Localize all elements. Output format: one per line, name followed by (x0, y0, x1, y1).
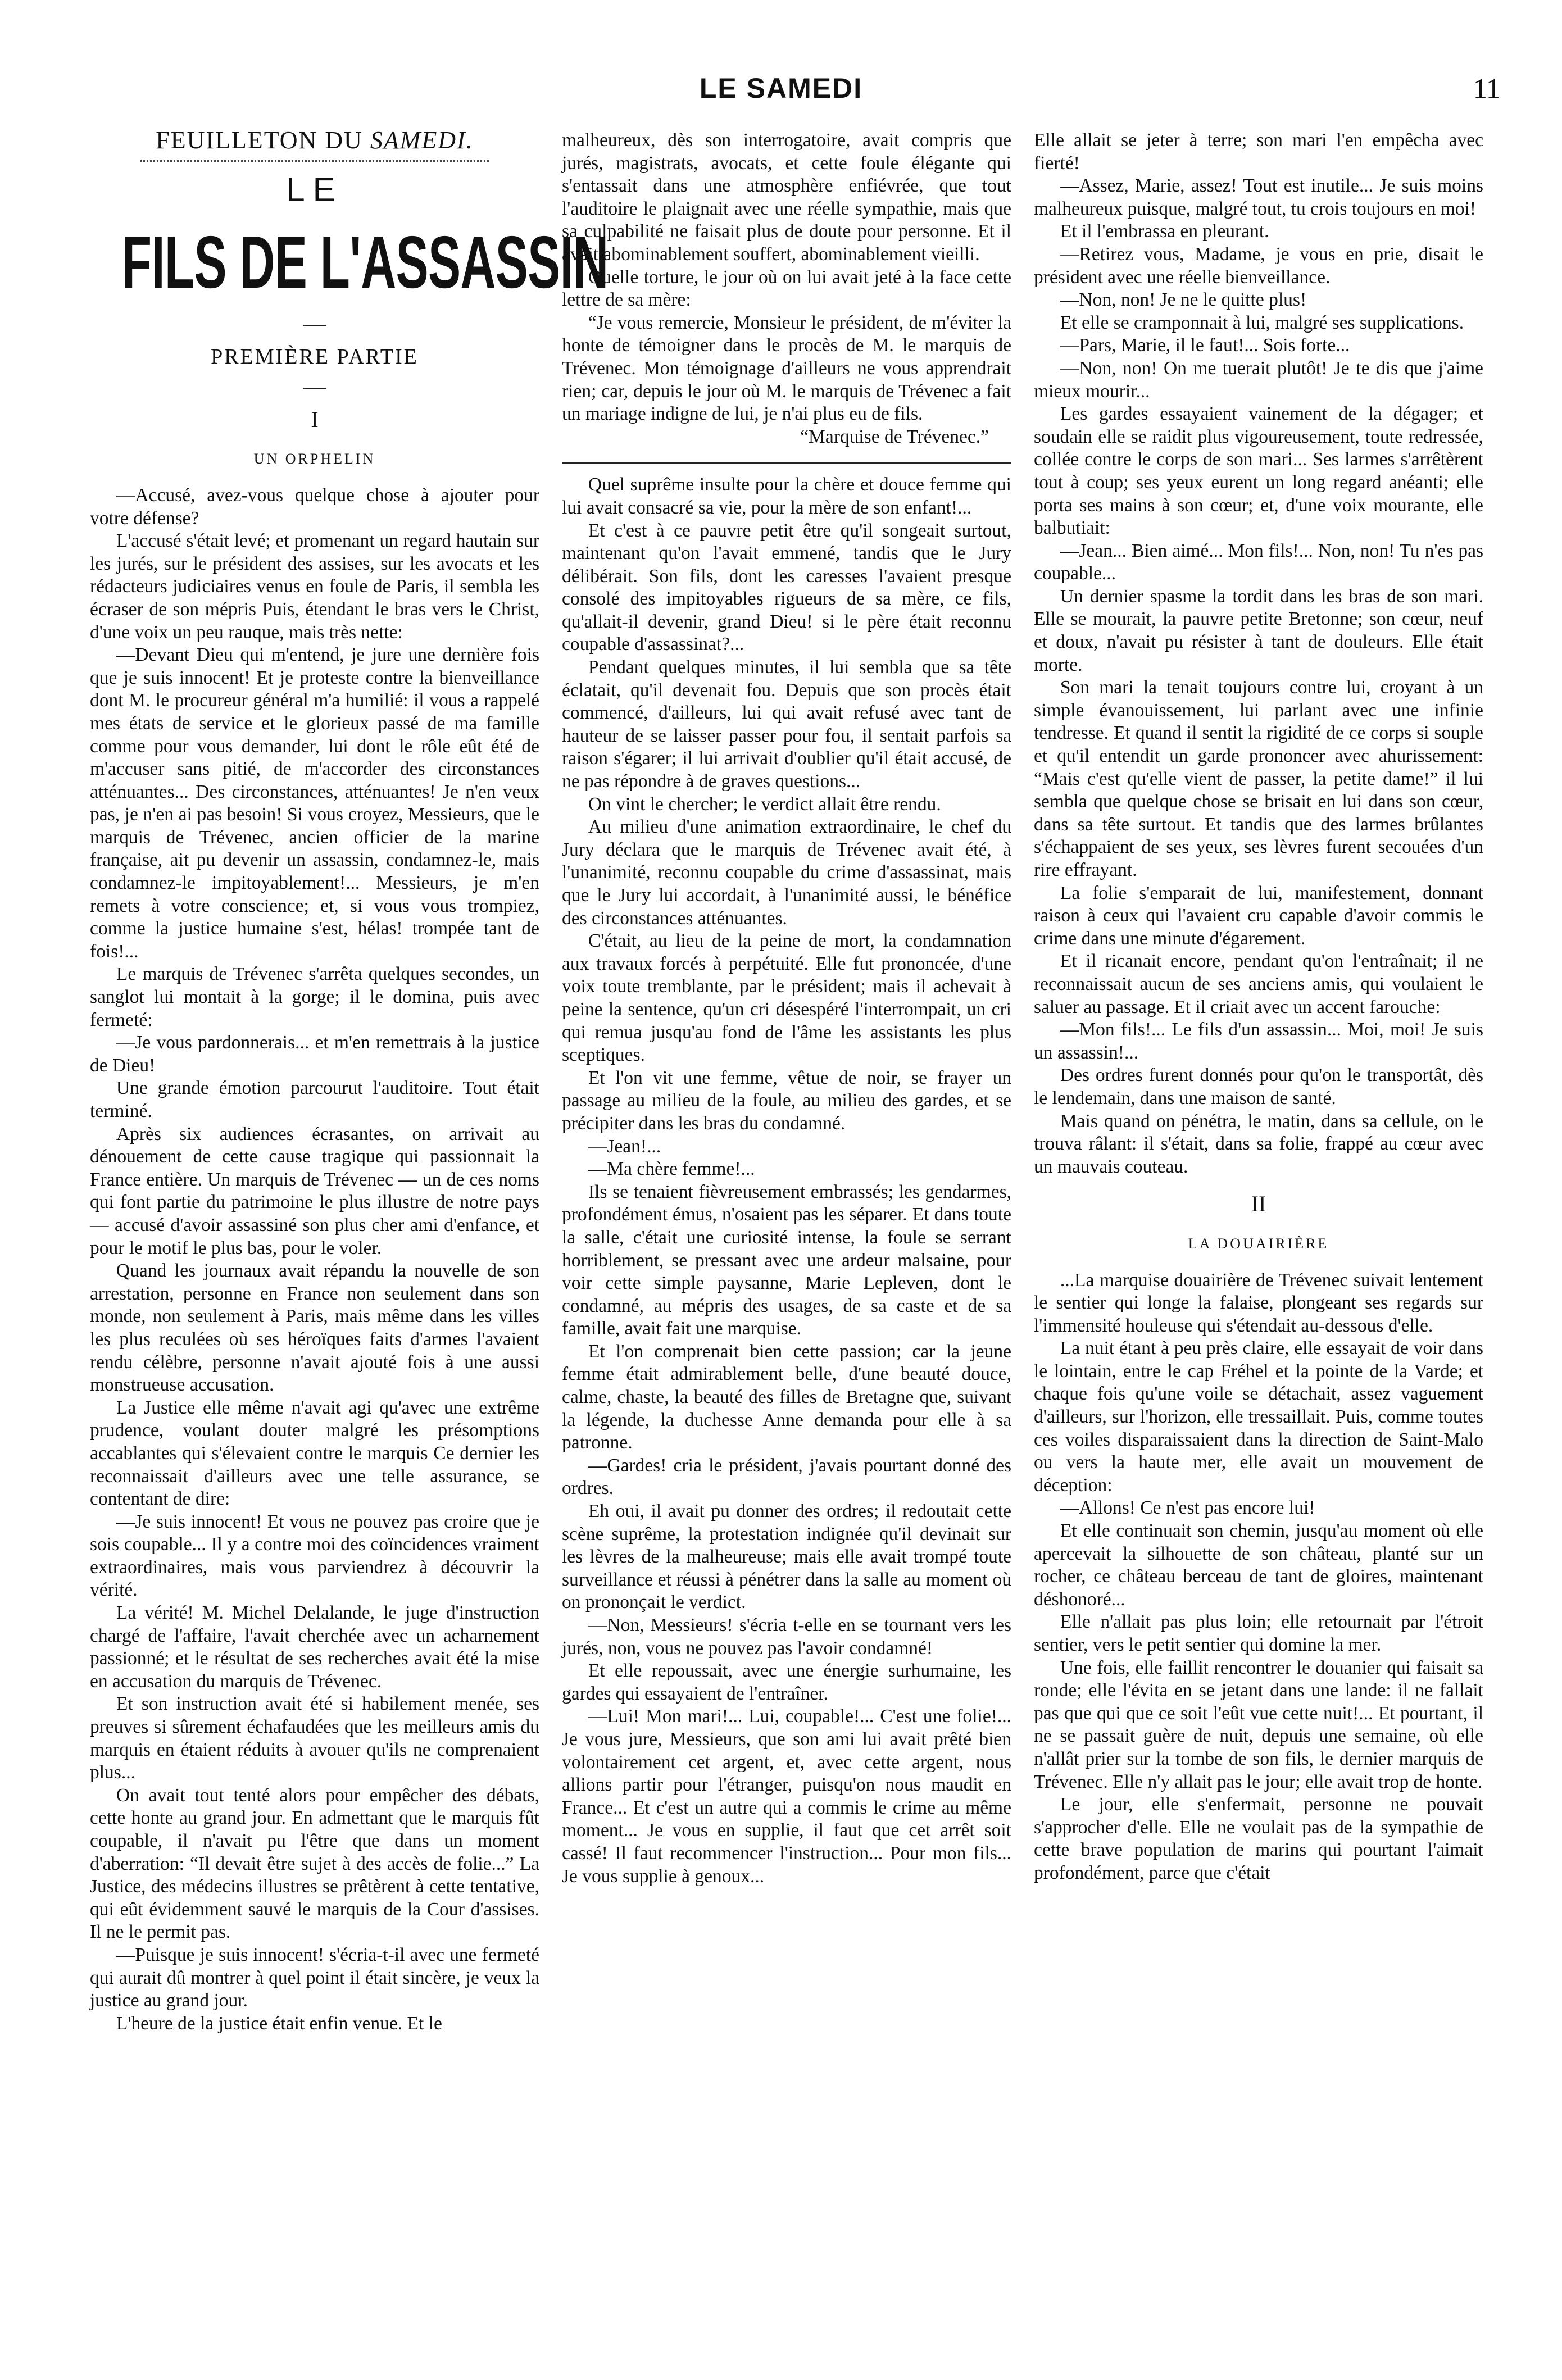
paragraph: —Jean!... (588, 1136, 661, 1157)
paragraph: Des ordres furent donnés pour qu'on le transportât, dès le lendemain, dans une maison de santé. (1034, 1065, 1483, 1109)
feuilleton-label-prefix: FEUILLETON DU (156, 126, 370, 154)
paragraph: Et il l'embrassa en pleurant. (1060, 221, 1269, 242)
paragraph: Une fois, elle faillit rencontrer le douanier qui faisait sa ronde; elle l'évita en se jetant dans une lande: il ne fallait pas que qui que ce soit l'eût vue cette nuit!... Et pourtant, il ne se passait guère de nuit, depuis une semaine, où elle n'allât prier sur la tombe de son fils, le dernier marquis de Trévenec. Elle n'y allait pas le jour; elle avait trop de honte. (1034, 1657, 1483, 1792)
paragraph: —Allons! Ce n'est pas encore lui! (1060, 1497, 1315, 1519)
paragraph: Et il ricanait encore, pendant qu'on l'entraînait; il ne reconnaissait aucun de ses anciens amis, qui voulaient le saluer au passage. Et il criait avec un accent farouche: (1034, 951, 1483, 1018)
chapter-title: UN ORPHELIN (253, 451, 376, 467)
letter-signature: “Marquise de Trévenec.” (800, 426, 989, 447)
paragraph: —Devant Dieu qui m'entend, je jure une dernière fois que je suis innocent! Et je proteste contre la bienveillance dont M. le procureur général m'a humilié: il vous a rappelé mes états de service et le glorieux passé de ma famille comme pour vous demander, lui dont le rôle eût été de m'accuser sans pitié, de m'accorder des circonstances atténuantes... Des circonstances, atténuantes! Je n'en veux pas, je n'en ai pas besoin! Si vous croyez, Messieurs, que le marquis de Trévenec, ancien officier de la marine française, ait pu devenir un assassin, condamnez-le, mais condamnez-le impitoyablement!... Messieurs, je m'en remets à votre conscience; et, si vous vous trompiez, comme la justice humaine s'est, hélas! trompée tant de fois!... (90, 644, 539, 962)
paragraph: —Retirez vous, Madame, je vous en prie, disait le président avec une réelle bienveillance. (1034, 243, 1483, 288)
page-header (0, 72, 1562, 117)
paragraph: Quand les journaux avait répandu la nouvelle de son arrestation, personne en France non seulement dans son monde, non seulement à Paris, mais même dans les villes les plus reculées où ses héroïques faits d'armes l'avaient rendu célèbre, personne n'avait ajouté fois à une aussi monstrueuse accusation. (90, 1260, 539, 1396)
chapter-title: LA DOUAIRIÈRE (1188, 1235, 1329, 1252)
paragraph: Pendant quelques minutes, il lui sembla que sa tête éclatait, qu'il devenait fou. Depuis que son procès était commencé, d'ailleurs, lui qui avait refusé avec tant de hauteur de se laisser passer pour fou, il sentait parfois sa raison s'égarer; il lui arrivait d'oublier qu'il était accusé, de ne pas répondre à de graves questions... (562, 657, 1011, 792)
paragraph: —Assez, Marie, assez! Tout est inutile... Je suis moins malheureux puisque, malgré tout, tu crois toujours en moi! (1034, 175, 1483, 219)
part-heading: PREMIÈRE PARTIE (211, 345, 419, 369)
paragraph: Et elle continuait son chemin, jusqu'au moment où elle apercevait la silhouette de son château, planté sur un rocher, ce château berceau de tant de gloires, maintenant déshonoré... (1034, 1520, 1483, 1610)
dotted-rule (140, 160, 489, 162)
chapter-number: I (311, 406, 319, 432)
paragraph: La Justice elle même n'avait agi qu'avec une extrême prudence, voulant douter malgré les présomptions accablantes qui s'élevaient contre le marquis Ce dernier les reconnaissait d'ailleurs avec une telle assurance, se contentant de dire: (90, 1397, 539, 1510)
paragraph: La vérité! M. Michel Delalande, le juge d'instruction chargé de l'affaire, l'avait cherchée avec un acharnement passionné; et le résultat de ses recherches avait été la mise en accusation du marquis de Trévenec. (90, 1602, 539, 1692)
paragraph: Elle allait se jeter à terre; son mari l'en empêcha avec fierté! (1034, 130, 1483, 174)
paragraph: Après six audiences écrasantes, on arrivait au dénouement de cette cause tragique qui passionnait la France entière. Un marquis de Trévenec — un de ces noms qui font partie du patrimoine le plus illustre de notre pays — accusé d'avoir assassiné son plus cher ami d'enfance, et pour le motif le plus bas, pour le voler. (90, 1123, 539, 1259)
masthead: LE SAMEDI (699, 72, 863, 104)
column-3 (1034, 129, 1483, 2354)
paragraph: Eh oui, il avait pu donner des ordres; il redoutait cette scène suprême, la protestation indignée qu'il devinait sur les lèvres de la malheureuse; mais elle avait trompé toute surveillance et réussi à pénétrer dans la salle au moment où on prononçait le verdict. (562, 1501, 1011, 1613)
feuilleton-label (90, 126, 539, 154)
title-divider (303, 325, 326, 326)
paragraph: Son mari la tenait toujours contre lui, croyant à un simple évanouissement, lui parlant avec une infinie tendresse. Et quand il sentit la rigidité de ce corps si souple et qu'il entendit un garde prononcer avec ahurissement: “Mais c'est qu'elle vient de passer, la petite dame!” il lui sembla que quelque chose se brisait en lui dans son cœur, dans sa tête surtout. Et tandis que des larmes brûlantes s'échappaient de ses yeux, ses lèvres furent secouées d'un rire effrayant. (1034, 677, 1483, 880)
paragraph: —Non, non! Je ne le quitte plus! (1060, 289, 1307, 311)
column-2 (562, 129, 1011, 2354)
paragraph: Et elle repoussait, avec une énergie surhumaine, les gardes qui essayaient de l'entraîner. (562, 1660, 1011, 1704)
paragraph: Et l'on comprenait bien cette passion; car la jeune femme était admirablement belle, d'une beauté douce, calme, chaste, la beauté des filles de Bretagne que, suivant la légende, la duchesse Anne demanda pour elle à sa patronne. (562, 1341, 1011, 1454)
paragraph: Au milieu d'une animation extraordinaire, le chef du Jury déclara que le marquis de Trévenec avait été, à l'unanimité, reconnu coupable du crime d'assassinat, mais que le Jury lui accordait, à l'unanimité aussi, le bénéfice des circonstances atténuantes. (562, 816, 1011, 929)
paragraph: —Non, non! On me tuerait plutôt! Je te dis que j'aime mieux mourir... (1034, 357, 1483, 402)
paragraph: Une grande émotion parcourut l'auditoire. Tout était terminé. (90, 1078, 539, 1121)
paragraph: Et son instruction avait été si habilement menée, ses preuves si sûrement échafaudées que les meilleurs amis du marquis en étaient réduits à avouer qu'ils ne comprenaient plus... (90, 1693, 539, 1783)
paragraph: Et l'on vit une femme, vêtue de noir, se frayer un passage au milieu de la foule, au milieu des gardes, et se précipiter dans les bras du condamné. (562, 1067, 1011, 1134)
paragraph: La nuit étant à peu près claire, elle essayait de voir dans le lointain, entre le cap Fréhel et la pointe de la Varde; et chaque fois qu'une voile se détachait, assez vaguement d'ailleurs, sur l'horizon, elle tressaillait. Puis, comme toutes ces voiles disparaissaient dans la direction de Saint-Malo ou vers la haute mer, elle avait un mouvement de déception: (1034, 1338, 1483, 1496)
paragraph: On avait tout tenté alors pour empêcher des débats, cette honte au grand jour. En admettant que le marquis fût coupable, il n'avait pu l'être que dans un moment d'aberration: “Il devait être sujet à des accès de folie...” La Justice, des médecins illustres se prêtèrent à cette tentative, qui eût évidemment sauvé le marquis de la Cour d'assises. Il ne le permit pas. (90, 1784, 539, 1943)
paragraph: L'accusé s'était levé; et promenant un regard hautain sur les jurés, sur le président des assises, sur les avocats et les rédacteurs judiciaires venus en foule de Paris, il sembla les écraser de son mépris Puis, étendant le bras vers le Christ, d'une voix un peu rauque, mais très nette: (90, 530, 539, 643)
paragraph: La folie s'emparait de lui, manifestement, donnant raison à ceux qui l'avaient cru capable d'avoir commis le crime dans une minute d'égarement. (1034, 882, 1483, 949)
paragraph: —Ma chère femme!... (588, 1159, 755, 1180)
story-title: FILS DE L'ASSASSIN (121, 221, 609, 304)
paragraph: C'était, au lieu de la peine de mort, la condamnation aux travaux forcés à perpétuité. Elle fut prononcée, d'une voix toute tremblante, par le président; mais il achevait à peine la sentence, qu'un cri désespéré l'interrompait, un cri qui remua jusqu'au fond de l'âme les assistants les plus sceptiques. (562, 930, 1011, 1066)
chapter-number: II (1251, 1191, 1266, 1217)
paragraph: —Mon fils!... Le fils d'un assassin... Moi, moi! Je suis un assassin!... (1034, 1019, 1483, 1063)
section-rule (562, 462, 1011, 464)
paragraph: —Je vous pardonnerais... et m'en remettrais à la justice de Dieu! (90, 1032, 539, 1076)
title-article: LE (286, 170, 343, 208)
column-1 (90, 126, 609, 2354)
paragraph: —Non, Messieurs! s'écria t-elle en se tournant vers les jurés, non, vous ne pouvez pas l'avoir condamné! (562, 1615, 1011, 1659)
paragraph: Les gardes essayaient vainement de la dégager; et soudain elle se raidit plus vigoureusement, toute redressée, collée contre le corps de son mari... Ses larmes s'arrêtèrent tout à coup; ses yeux eurent un long regard anéanti; elle porta ses mains à son cœur; et, d'une voix mourante, elle balbutiait: (1034, 403, 1483, 539)
paragraph: —Lui! Mon mari!... Lui, coupable!... C'est une folie!... Je vous jure, Messieurs, que son ami lui avait prêté bien volontairement cet argent, et, avec cette argent, nous allions partir pour l'étranger, puisqu'on nous maudit en France... Et c'est un autre qui a commis le crime au même moment... Je vous en supplie, il faut que cet arrêt soit cassé! Il faut recommencer l'instruction... Pour mon fils... Je vous supplie à genoux... (562, 1706, 1011, 1887)
paragraph: L'heure de la justice était enfin venue. Et le (116, 2013, 442, 2034)
part-divider (303, 388, 326, 389)
paragraph: —Accusé, avez-vous quelque chose à ajouter pour votre défense? (90, 484, 539, 529)
paragraph: Le jour, elle s'enfermait, personne ne pouvait s'approcher d'elle. Elle ne voulait pas de la sympathie de cette brave population de marins qui pourtant l'aimait profondément, parce que c'était (1034, 1794, 1483, 1883)
paragraph: —Jean... Bien aimé... Mon fils!... Non, non! Tu n'es pas coupable... (1034, 540, 1483, 584)
feuilleton-label-italic: SAMEDI. (370, 126, 474, 154)
paragraph: —Pars, Marie, il le faut!... Sois forte... (1060, 335, 1350, 356)
paragraph: —Gardes! cria le président, j'avais pourtant donné des ordres. (562, 1455, 1011, 1499)
paragraph: Elle n'allait pas plus loin; elle retournait par l'étroit sentier, vers le petit sentier qui domine la mer. (1034, 1611, 1483, 1655)
paragraph: Le marquis de Trévenec s'arrêta quelques secondes, un sanglot lui montait à la gorge; il le domina, puis avec fermeté: (90, 964, 539, 1030)
paragraph: Mais quand on pénétra, le matin, dans sa cellule, on le trouva râlant: il s'était, dans sa folie, frappé au cœur avec un mauvais couteau. (1034, 1110, 1483, 1177)
paragraph: —Puisque je suis innocent! s'écria-t-il avec une fermeté qui aurait dû montrer à quel point il était sincère, je veux la justice au grand jour. (90, 1944, 539, 2011)
paragraph: Quelle torture, le jour où on lui avait jeté à la face cette lettre de sa mère: (562, 266, 1011, 311)
paragraph: Ils se tenaient fièvreusement embrassés; les gendarmes, profondément émus, n'osaient pas les séparer. Et dans toute la salle, c'était une curiosité intense, la foule se serrant horriblement, se pressant avec une ardeur malsaine, pour voir cette simple paysanne, Marie Lepleven, dont le condamné, au mépris des usages, de sa caste et de sa famille, avait fait une marquise. (562, 1181, 1011, 1339)
paragraph: ...La marquise douairière de Trévenec suivait lentement le sentier qui longe la falaise, plongeant ses regards sur l'immensité houleuse qui s'étendait au-dessous d'elle. (1034, 1269, 1483, 1336)
paragraph: malheureux, dès son interrogatoire, avait compris que jurés, magistrats, avocats, et cette foule élégante qui s'entassait dans une atmosphère enfiévrée, que tout l'auditoire le plaignait avec une réelle sympathie, mais que sa culpabilité ne faisait plus de doute pour personne. Et il avait abominablement souffert, abominablement vieilli. (562, 130, 1011, 265)
paragraph: Un dernier spasme la tordit dans les bras de son mari. Elle se mourait, la pauvre petite Bretonne; son cœur, neuf et doux, n'avait pu résister à tant de douleurs. Elle était morte. (1034, 585, 1483, 675)
paragraph: —Je suis innocent! Et vous ne pouvez pas croire que je sois coupable... Il y a contre moi des coïncidences vraiment extraordinaires, mais vous parviendrez à découvrir la vérité. (90, 1511, 539, 1601)
page-number: 11 (1473, 72, 1500, 104)
paragraph: Et c'est à ce pauvre petit être qu'il songeait surtout, maintenant qu'on l'avait emmené, tandis que le Jury délibérait. Son fils, dont les caresses l'avaient presque consolé des impitoyables rigueurs de sa mère, ce fils, qu'allait-il devenir, grand Dieu! si le père était reconnu coupable d'assassinat?... (562, 520, 1011, 655)
paragraph: Et elle se cramponnait à lui, malgré ses supplications. (1060, 312, 1464, 333)
paragraph: Quel suprême insulte pour la chère et douce femme qui lui avait consacré sa vie, pour la mère de son enfant!... (562, 474, 1011, 518)
paragraph: On vint le chercher; le verdict allait être rendu. (588, 793, 941, 815)
letter-paragraph: “Je vous remercie, Monsieur le président, de m'éviter la honte de témoigner dans le procès de M. le marquis de Trévenec. Mon témoignage d'ailleurs ne vous apprendrait rien; car, depuis le jour où M. le marquis de Trévenec a fait un mariage indigne de lui, je n'ai plus eu de fils. (562, 312, 1011, 425)
